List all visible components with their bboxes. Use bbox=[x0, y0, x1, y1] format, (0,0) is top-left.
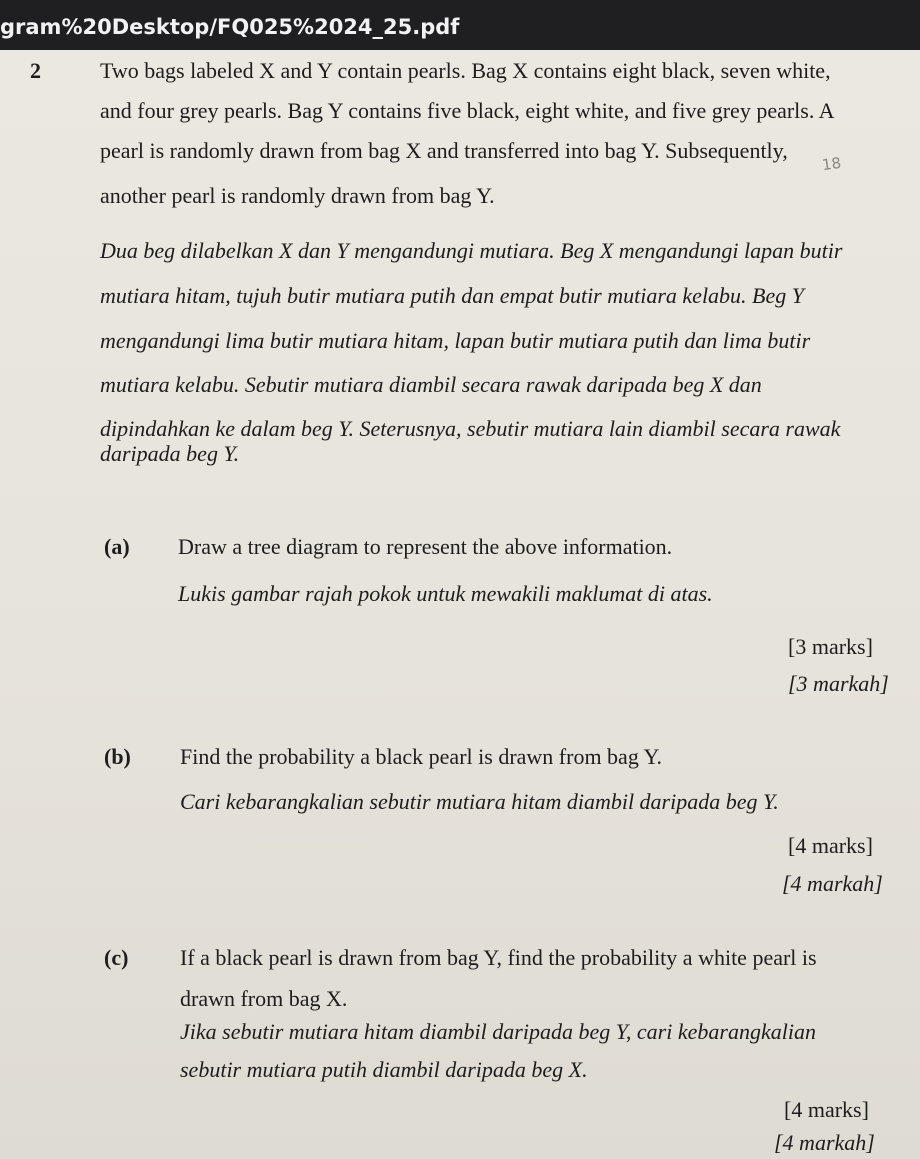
question-malay-line: daripada beg Y. bbox=[100, 441, 240, 466]
part-c-malay-line: sebutir mutiara putih diambil daripada beg X. bbox=[180, 1057, 588, 1082]
part-c-english-line: drawn from bag X. bbox=[180, 986, 348, 1011]
window-title: gram%20Desktop/FQ025%2024_25.pdf bbox=[0, 15, 460, 39]
part-a-markah: [3 markah] bbox=[788, 671, 889, 696]
part-a-malay: Lukis gambar rajah pokok untuk mewakili maklumat di atas. bbox=[178, 581, 713, 606]
handwritten-note: 18 bbox=[820, 153, 843, 175]
part-a-marks: [3 marks] bbox=[788, 634, 873, 659]
question-malay-line: mutiara kelabu. Sebutir mutiara diambil secara rawak daripada beg X dan bbox=[100, 372, 762, 397]
question-number: 2 bbox=[30, 58, 41, 83]
part-b-english: Find the probability a black pearl is drawn from bag Y. bbox=[180, 744, 663, 769]
window-title-bar bbox=[0, 0, 920, 50]
question-malay-line: mutiara hitam, tujuh butir mutiara putih dan empat butir mutiara kelabu. Beg Y bbox=[100, 283, 804, 308]
question-english-line: and four grey pearls. Bag Y contains five black, eight white, and five grey pearls. A bbox=[100, 98, 835, 123]
question-english-line: Two bags labeled X and Y contain pearls. Bag X contains eight black, seven white, bbox=[100, 58, 831, 83]
part-c-label: (c) bbox=[104, 945, 129, 970]
question-malay-line: mengandungi lima butir mutiara hitam, lapan butir mutiara putih dan lima butir bbox=[100, 328, 811, 353]
part-c-english-line: If a black pearl is drawn from bag Y, find the probability a white pearl is bbox=[180, 945, 817, 970]
part-a-english: Draw a tree diagram to represent the above information. bbox=[178, 534, 673, 559]
part-b-label: (b) bbox=[104, 744, 131, 769]
part-b-markah: [4 markah] bbox=[782, 871, 883, 896]
question-malay-line: dipindahkan ke dalam beg Y. Seterusnya, sebutir mutiara lain diambil secara rawak bbox=[100, 416, 841, 441]
question-malay-line: Dua beg dilabelkan X dan Y mengandungi mutiara. Beg X mengandungi lapan butir bbox=[100, 238, 843, 263]
part-b-malay: Cari kebarangkalian sebutir mutiara hitam diambil daripada beg Y. bbox=[180, 789, 779, 814]
part-b-marks: [4 marks] bbox=[788, 833, 873, 858]
part-a-label: (a) bbox=[104, 534, 130, 559]
question-english-line: pearl is randomly drawn from bag X and transferred into bag Y. Subsequently, bbox=[100, 138, 788, 163]
part-c-markah: [4 markah] bbox=[774, 1130, 875, 1155]
part-c-marks: [4 marks] bbox=[784, 1097, 869, 1122]
question-english-line: another pearl is randomly drawn from bag Y. bbox=[100, 183, 495, 208]
part-c-malay-line: Jika sebutir mutiara hitam diambil daripada beg Y, cari kebarangkalian bbox=[180, 1019, 816, 1044]
